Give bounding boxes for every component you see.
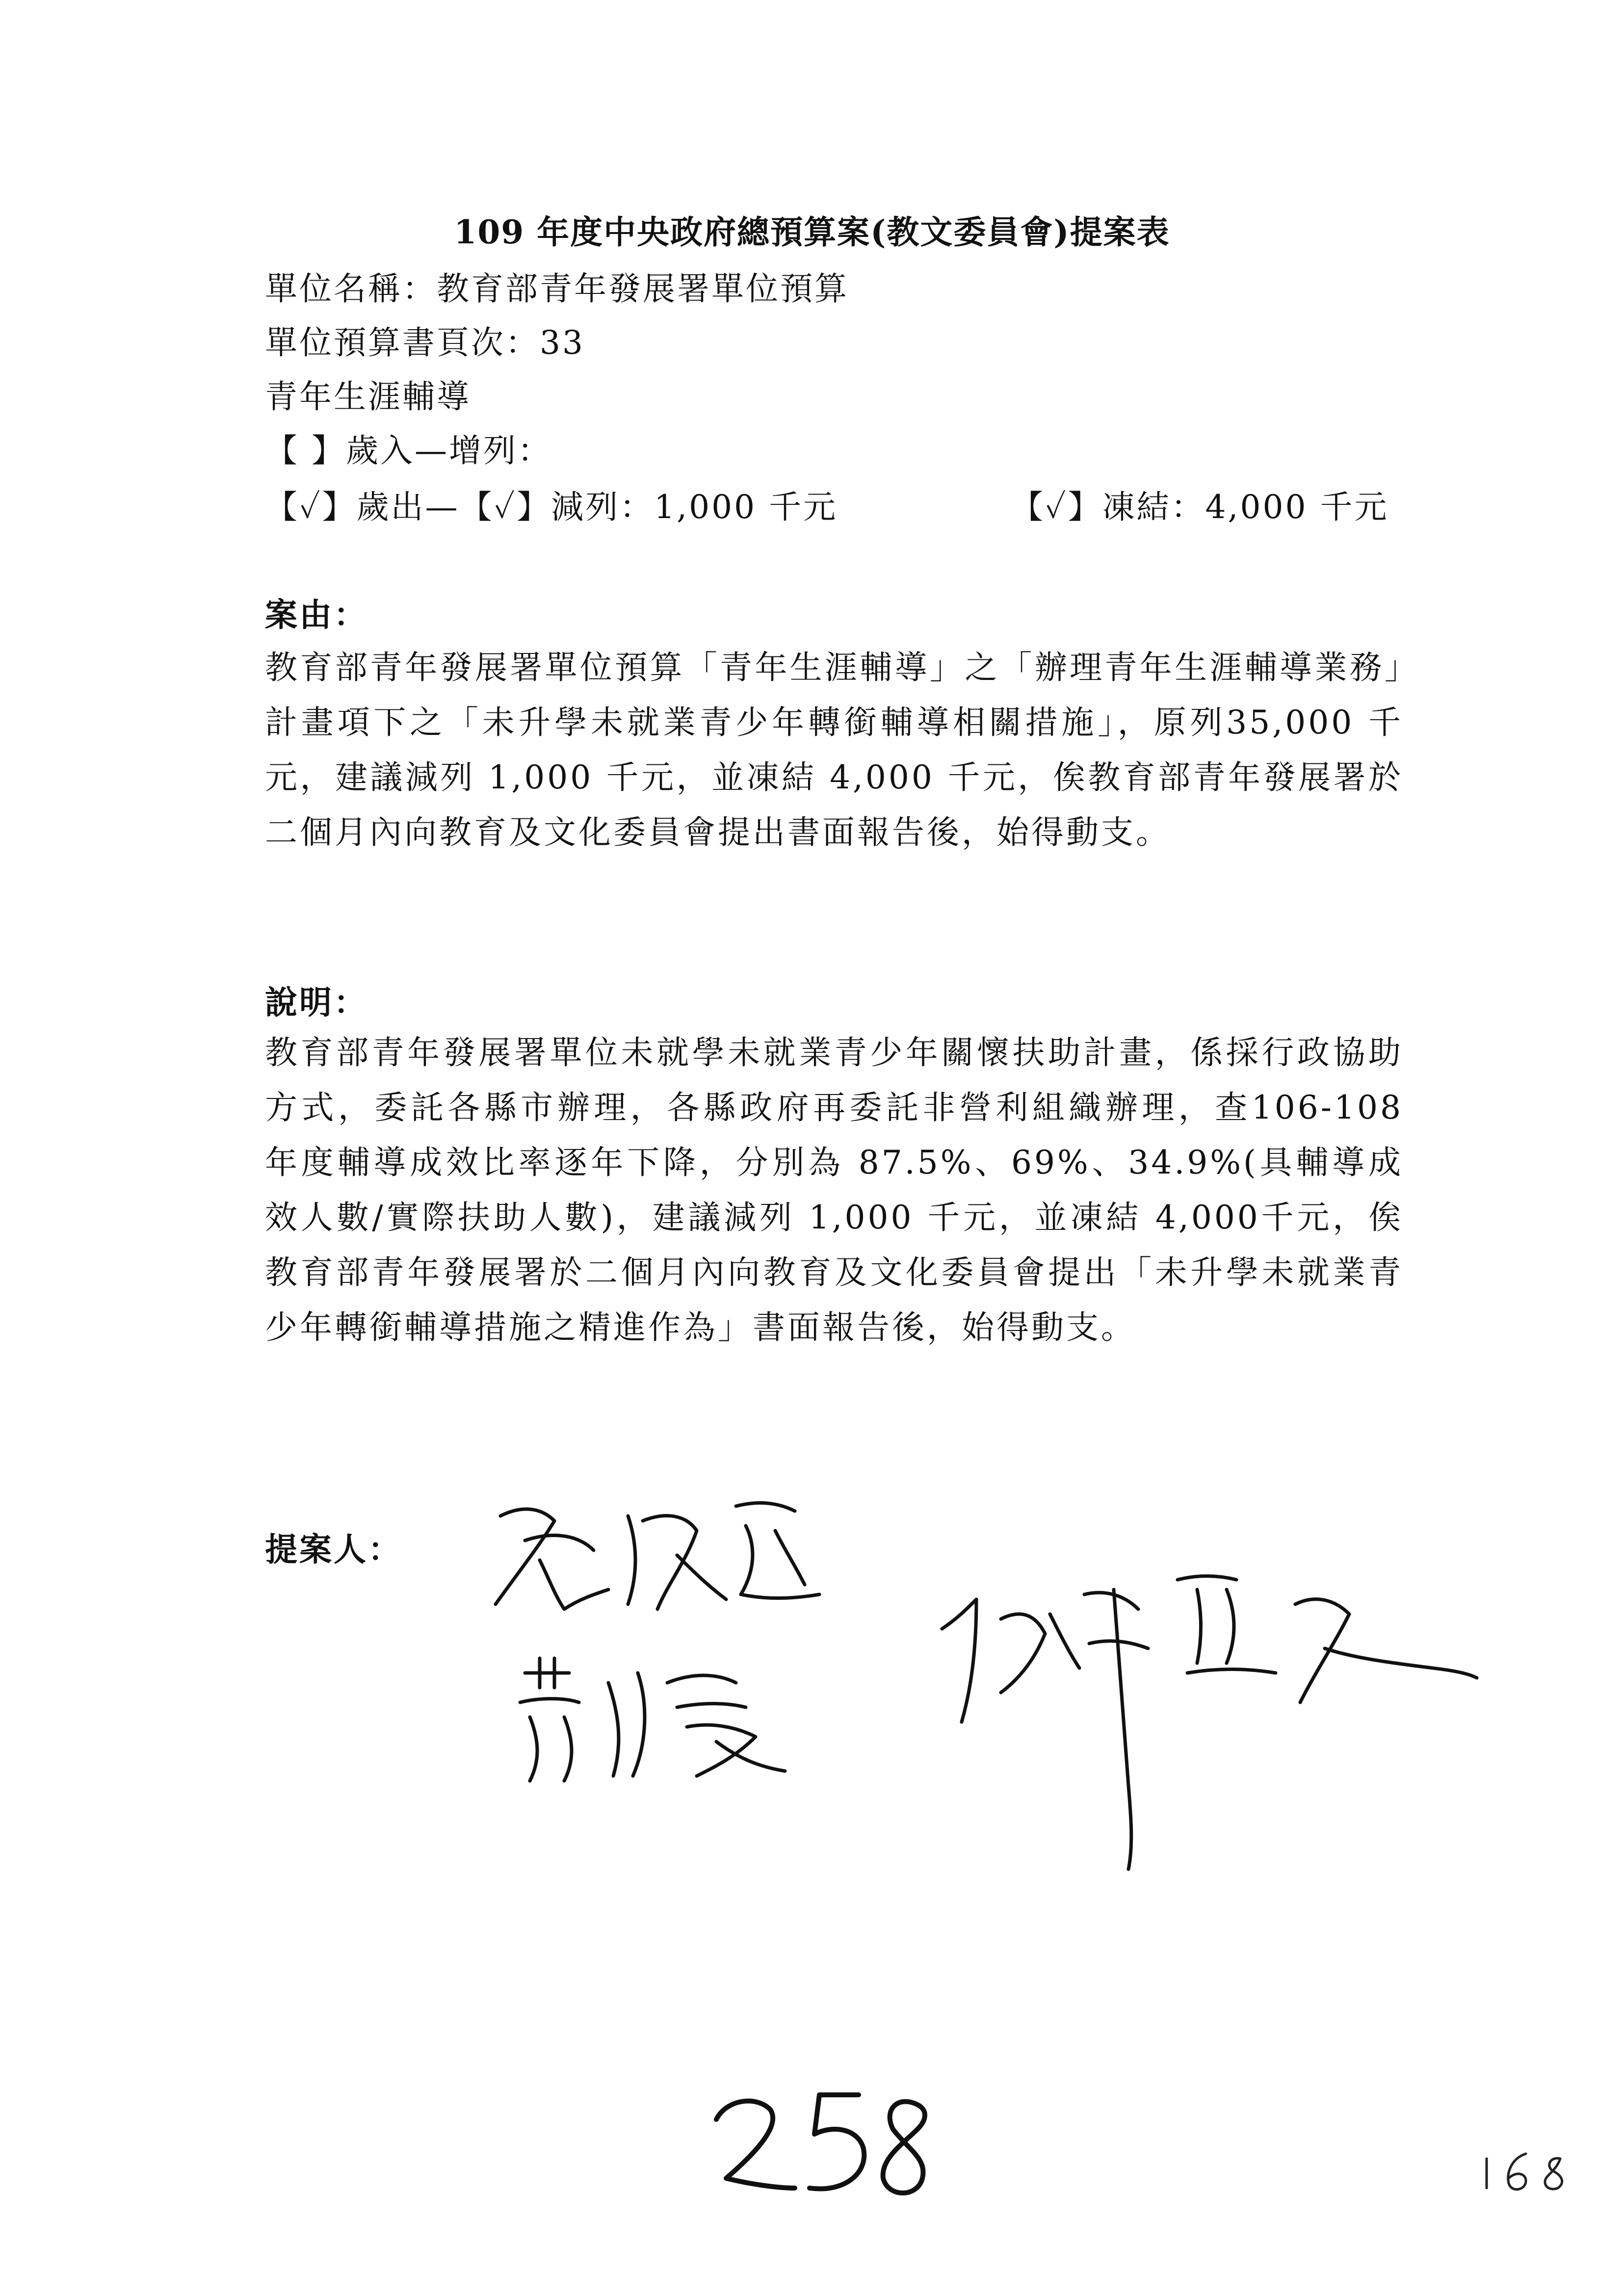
description-text: 教育部青年發展署單位未就學未就業青少年關懷扶助計畫，係採行政協助方式，委託各縣市辦理，各縣政府再委託非營利組織辦理，查106-108 年度輔導成效比率逐年下降，分別為 87.5%、69%、34.9%(具輔導成效人數/實際扶助人數)，建議減列 1,000 千元，並凍結 4,000千元，俟教育部青年發展署於二個月內向教育及文化委員會提出「未升學未就業青少年轉銜輔導措施之精進作為」書面報告後，始得動支。	[265, 1034, 1403, 1346]
unit-name: 單位名稱：教育部青年發展署單位預算	[265, 270, 849, 308]
signature-3	[922, 1560, 1482, 1879]
reason-heading: 案由：	[265, 596, 368, 634]
document-title: 109 年度中央政府總預算案(教文委員會)提案表	[454, 213, 1170, 251]
proposer-label: 提案人：	[265, 1530, 402, 1568]
item-name: 青年生涯輔導	[265, 378, 471, 416]
expenditure-line: 【✓】歲出—【✓】減列：1,000 千元	[265, 488, 838, 526]
description-heading: 說明：	[265, 983, 368, 1021]
signature-2	[510, 1644, 814, 1791]
handwritten-small-number	[1477, 2139, 1580, 2198]
handwritten-page-number	[697, 2075, 952, 2213]
budget-page: 單位預算書頁次：33	[265, 324, 585, 362]
revenue-line: 【 】歲入—增列：	[265, 432, 552, 470]
reason-text: 教育部青年發展署單位預算「青年生涯輔導」之「辦理青年生涯輔導業務」計畫項下之「未升學未就業青少年轉銜輔導相關措施」，原列35,000 千元，建議減列 1,000 千元，並凍結 4,000 千元，俟教育部青年發展署於二個月內向教育及文化委員會提出書面報告後，始得動支。	[265, 649, 1403, 851]
freeze-line: 【✓】凍結：4,000 千元	[1011, 488, 1389, 526]
signature-1	[481, 1487, 834, 1629]
